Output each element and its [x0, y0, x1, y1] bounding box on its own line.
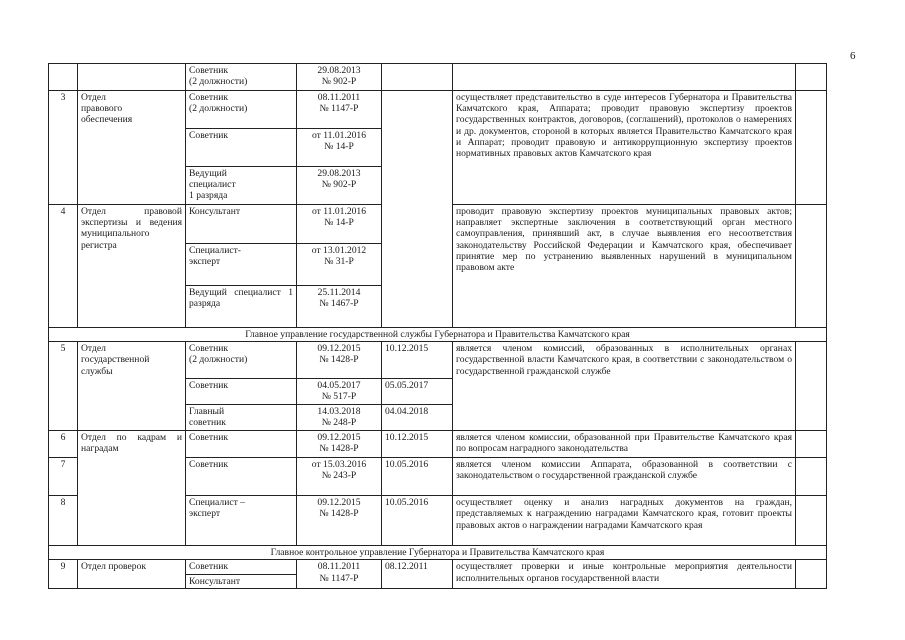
date-cell: 08.12.2011: [382, 560, 453, 588]
row-number: [49, 64, 78, 91]
order-cell: 09.12.2015 № 1428-Р: [297, 342, 382, 379]
order-cell: от 13.01.2012 № 31-Р: [297, 244, 382, 286]
order-cell: 09.12.2015 № 1428-Р: [297, 431, 382, 458]
extra-cell: [796, 496, 827, 546]
order-cell: 25.11.2014 № 1467-Р: [297, 286, 382, 328]
position-cell: Ведущий специалист 1 разряда: [186, 286, 297, 328]
position-cell: Советник: [186, 129, 297, 167]
staff-table: [48, 63, 827, 589]
duty-cell: осуществляет представительство в суде интересов Губернатора и Правительства Камчатского края, Аппарата; проводит правовую экспертизу проектов государственных контрактов, договоров, (соглашений), протоколов о намерениях и др. документов, стороной в которых является Правительство Камчатского края и Аппарат; проводит правовую и антикоррупционную экспертизу проектов нормативных правовых актов Камчатского края: [453, 91, 796, 205]
extra-cell: [796, 64, 827, 91]
position-cell: Ведущий специалист 1 разряда: [186, 167, 297, 205]
position-cell: Главный советник: [186, 405, 297, 431]
duty-cell: является членом комиссии, образованной при Правительстве Камчатского края по вопросам наградного законодательства: [453, 431, 796, 458]
table-row: [49, 342, 827, 379]
department-cell: Отдел правовой экспертизы и ведения муниципального регистра: [78, 205, 186, 328]
position-cell: Консультант: [186, 205, 297, 244]
position-cell: Советник (2 должности): [186, 64, 297, 91]
order-cell: 09.12.2015 № 1428-Р: [297, 496, 382, 546]
table-row: [49, 91, 827, 129]
order-cell: 08.11.2011 № 1147-Р: [297, 91, 382, 129]
order-cell: 29.08.2013 № 902-Р: [297, 64, 382, 91]
position-cell: Советник: [186, 379, 297, 405]
date-cell: 10.05.2016: [382, 458, 453, 496]
order-cell: от 15.03.2016 № 243-Р: [297, 458, 382, 496]
row-number: 5: [49, 342, 78, 431]
date-cell: 10.12.2015: [382, 431, 453, 458]
table-row: [49, 560, 827, 574]
position-cell: Советник: [186, 458, 297, 496]
date-cell: [382, 64, 453, 91]
position-cell: Советник: [186, 431, 297, 458]
date-cell: 04.04.2018: [382, 405, 453, 431]
row-number: 7: [49, 458, 78, 496]
duty-cell: является членом комиссии Аппарата, образованной в соответствии с законодательством о государственной гражданской службе: [453, 458, 796, 496]
table-row: [49, 64, 827, 91]
extra-cell: [796, 342, 827, 431]
department-cell: Отдел проверок: [78, 560, 186, 588]
row-number: 6: [49, 431, 78, 458]
section-row: [49, 328, 827, 342]
order-cell: 08.11.2011 № 1147-Р: [297, 560, 382, 588]
duty-cell: является членом комиссий, образованных в исполнительных органах государственной власти Камчатского края, в соответствии с законодательством о государственной гражданской службе: [453, 342, 796, 431]
date-cell: 05.05.2017: [382, 379, 453, 405]
order-cell: 04.05.2017 № 517-Р: [297, 379, 382, 405]
row-number: 3: [49, 91, 78, 205]
row-number: 4: [49, 205, 78, 328]
section-header: Главное контрольное управление Губернатора и Правительства Камчатского края: [49, 546, 827, 560]
date-cell: 10.05.2016: [382, 496, 453, 546]
section-row: [49, 546, 827, 560]
position-cell: Советник (2 должности): [186, 342, 297, 379]
department-cell: Отдел правового обеспечения: [78, 91, 186, 205]
department-cell: Отдел государственной службы: [78, 342, 186, 431]
position-cell: Консультант: [186, 574, 297, 588]
extra-cell: [796, 458, 827, 496]
duty-cell: [453, 64, 796, 91]
page-number: 6: [850, 50, 856, 62]
date-cell: [382, 91, 453, 328]
position-cell: Специалист – эксперт: [186, 496, 297, 546]
table-row: [49, 431, 827, 458]
date-cell: 10.12.2015: [382, 342, 453, 379]
department-cell: Отдел по кадрам и наградам: [78, 431, 186, 546]
duty-cell: проводит правовую экспертизу проектов муниципальных правовых актов; направляет экспертные заключения в соответствующий орган местного самоуправления, принявший акт, в случае выявления его несоответствия законодательству Российской Федерации и Камчатского края, обеспечивает принятие мер по устранению выявленных нарушений в муниципальном правовом акте: [453, 205, 796, 328]
duty-cell: осуществляет оценку и анализ наградных документов на граждан, представляемых к награждению наградами Камчатского края, готовит проекты правовых актов о награждении наградами Камчатского края: [453, 496, 796, 546]
extra-cell: [796, 205, 827, 328]
order-cell: 29.08.2013 № 902-Р: [297, 167, 382, 205]
duty-cell: осуществляет проверки и иные контрольные мероприятия деятельности исполнительных органов государственной власти: [453, 560, 796, 588]
extra-cell: [796, 91, 827, 205]
position-cell: Советник (2 должности): [186, 91, 297, 129]
order-cell: от 11.01.2016 № 14-Р: [297, 129, 382, 167]
section-header: Главное управление государственной службы Губернатора и Правительства Камчатского края: [49, 328, 827, 342]
order-cell: 14.03.2018 № 248-Р: [297, 405, 382, 431]
row-number: 9: [49, 560, 78, 588]
department-cell: [78, 64, 186, 91]
extra-cell: [796, 560, 827, 588]
position-cell: Специалист- эксперт: [186, 244, 297, 286]
position-cell: Советник: [186, 560, 297, 574]
extra-cell: [796, 431, 827, 458]
row-number: 8: [49, 496, 78, 546]
order-cell: от 11.01.2016 № 14-Р: [297, 205, 382, 244]
